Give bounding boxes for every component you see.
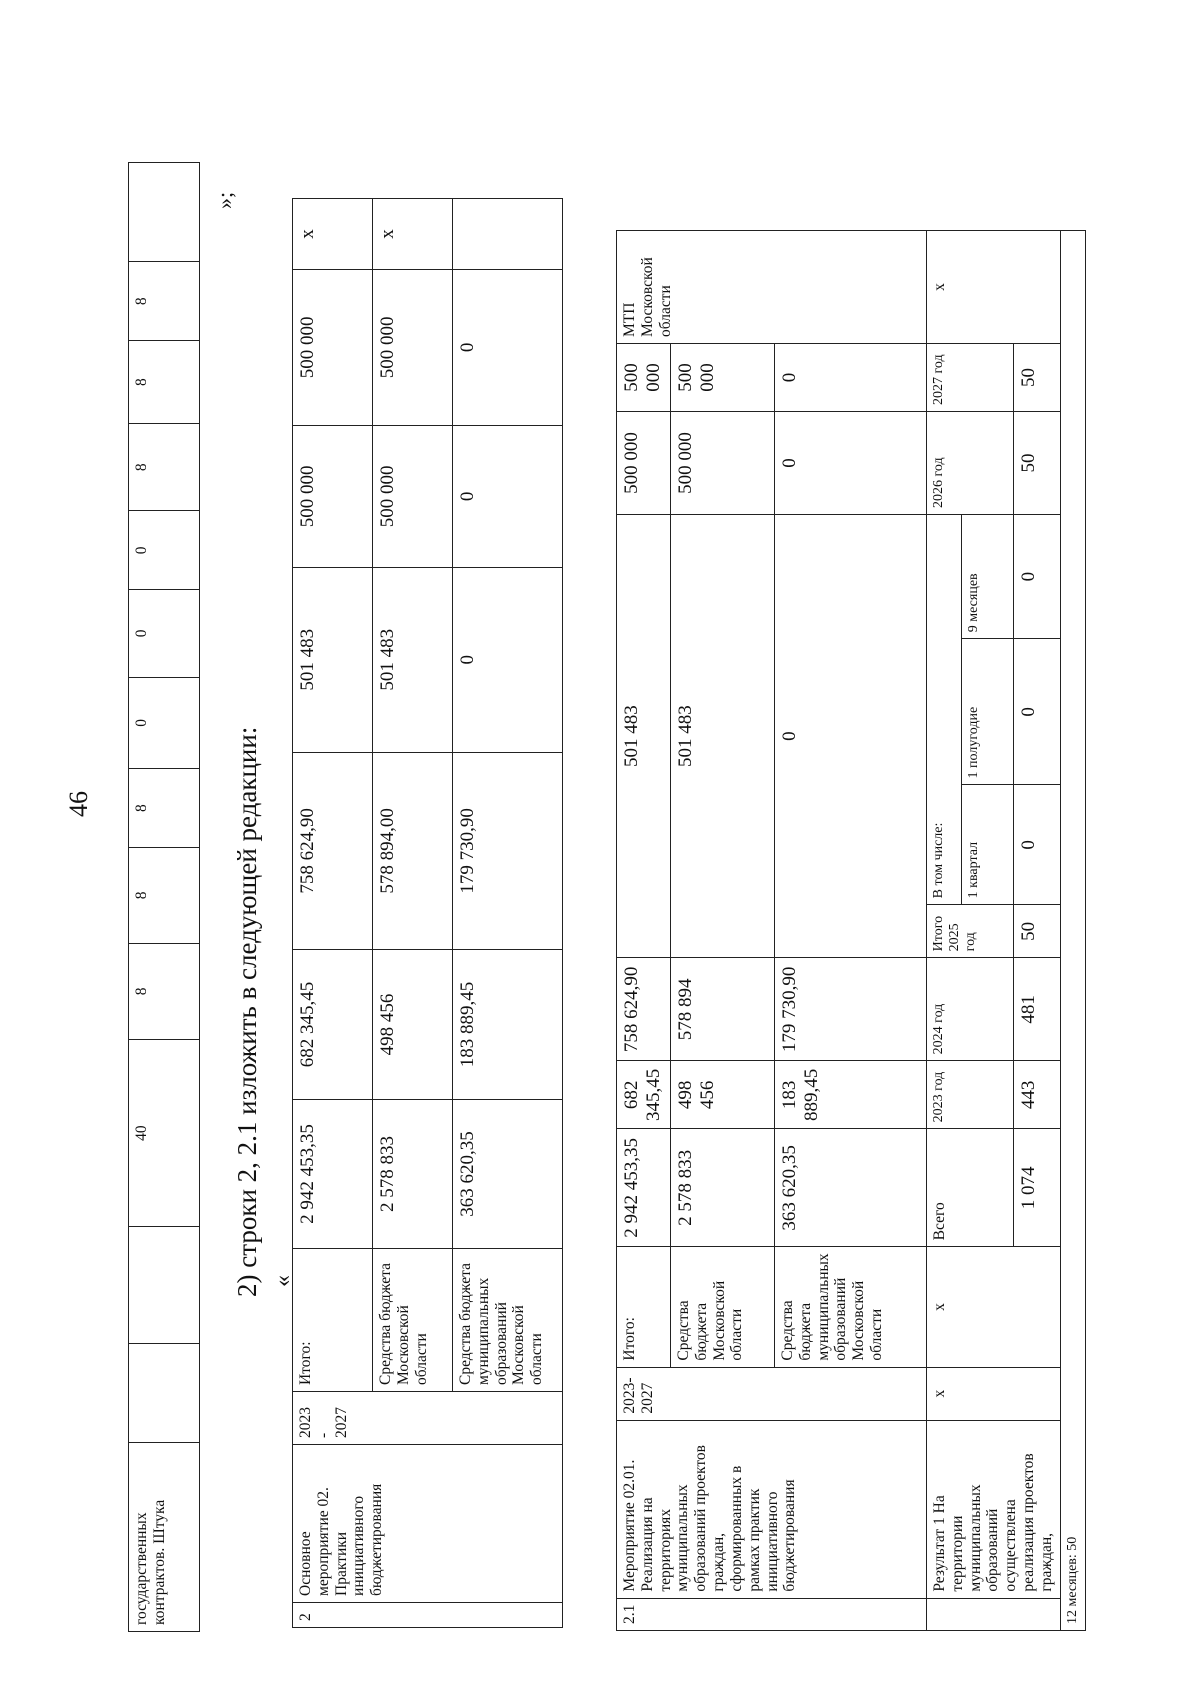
result-header-2024: 2024 год [927,958,1014,1061]
top-cell: 8 [129,769,200,848]
top-desc: государственных контрактов. Штука [129,1443,200,1632]
result-value-2023: 443 [1013,1061,1060,1129]
result-value-2027: 50 [1013,344,1060,412]
source-label: Итого: [617,1247,671,1367]
result-value-m12-row: 12 месяцев: 50 [1060,231,1085,1631]
result-value-m9: 0 [1013,515,1060,639]
top-cell: 8 [129,847,200,943]
section-heading: 2) строки 2, 2.1 изложить в следующей редакции: [232,726,262,1297]
result-header-in-that: В том числе: [927,515,962,905]
result-header-m9: 9 месяцев [962,515,1014,639]
result-name: Результат 1 На территории муниципальных образований осуществлена реализация проектов граждан, [927,1420,1061,1598]
result-header-2023: 2023 год [927,1061,1014,1129]
result-header-2025: Итого 2025 год [927,905,1014,958]
result-header-2026: 2026 год [927,412,1014,515]
result-header-total: Всего [927,1129,1014,1247]
row-name: Мероприятие 02.01. Реализация на территориях муниципальных образований проектов граждан, сформированных в рамках практик инициативного бюджетирования [617,1420,927,1598]
result-source: х [927,1247,1061,1367]
page-number: 46 [64,791,93,817]
row-period: 2023 - 2027 [293,1392,563,1445]
top-cell: 40 [129,1039,200,1227]
result-value-q1: 0 [1013,785,1060,905]
source-label: Средства бюджета Московской области [671,1247,775,1367]
row-number: 2.1 [617,1598,927,1630]
result-value-total: 1 074 [1013,1129,1060,1247]
row-name: Основное мероприятие 02. Практики инициативного бюджетирования [293,1444,563,1602]
result-value-2024: 481 [1013,958,1060,1061]
result-period: х [927,1367,1061,1420]
result-value-2026: 50 [1013,412,1060,515]
top-cell: 0 [129,590,200,677]
top-cell: 8 [129,943,200,1039]
source-label: Средства бюджета муниципальных образований Московской области [775,1247,927,1367]
top-cell: 0 [129,511,200,590]
source-label: Итого: [293,1249,373,1392]
source-label: Средства бюджета муниципальных образований Московской области [453,1249,563,1392]
source-label: Средства бюджета Московской области [373,1249,453,1392]
quote-open: « [270,1275,296,1287]
row-number: 2 [293,1602,563,1627]
result-header-h1: 1 полугодие [962,639,1014,785]
result-value-2025: 50 [1013,905,1060,958]
top-cell: 8 [129,262,200,341]
top-cell: 8 [129,341,200,424]
result-header-q1: 1 квартал [962,785,1014,905]
top-cell: 8 [129,424,200,511]
quote-close: »; [212,191,237,209]
row-period: 2023-2027 [617,1367,927,1420]
top-cell: 0 [129,677,200,769]
result-value-h1: 0 [1013,639,1060,785]
result-exec: х [927,231,1061,344]
result-header-2027: 2027 год [927,344,1014,412]
top-table-fragment [128,162,200,1632]
row-2-table: 2 Основное мероприятие 02. Практики инициативного бюджетирования 2023 - 2027 Итого: 2 942 453,35 682 345,45 758 624,90 501 483 500 000 500 000 х Средства бюджета Московской области 2 578 833 498 456 578 894,00 501 483 500 000 500 000 х Средства бюджета муниципальных образований Московской области 363 620,35 183 889,45 179 730,90 0 0 0 [292,198,563,1628]
row-2-1-table: 2.1 Мероприятие 02.01. Реализация на территориях муниципальных образований проектов граждан, сформированных в рамках практик инициативного бюджетирования 2023-2027 Итого: 2 942 453,35 682 345,45 758 624,90 501 483 500 000 500 000 МТП Московской области Средства бюджета Московской области 2 578 833 498 456 578 894 501 483 500 000 500 000 Средства бюджета муниципальных образований Московской области 363 620,35 183 889,45 179 730,90 0 0 0 Результат 1 На территории муниципальных образований осуществлена реализация проектов граждан, х х Всего 2023 год 2024 год Итого 2025 год В том числе: 2026 год 2027 год х 1 квартал 1 полугодие 9 месяцев 1 074 443 481 50 0 0 0 50 50 12 месяцев: 50 [616,230,1086,1631]
row-executor: МТП Московской области [617,231,927,344]
